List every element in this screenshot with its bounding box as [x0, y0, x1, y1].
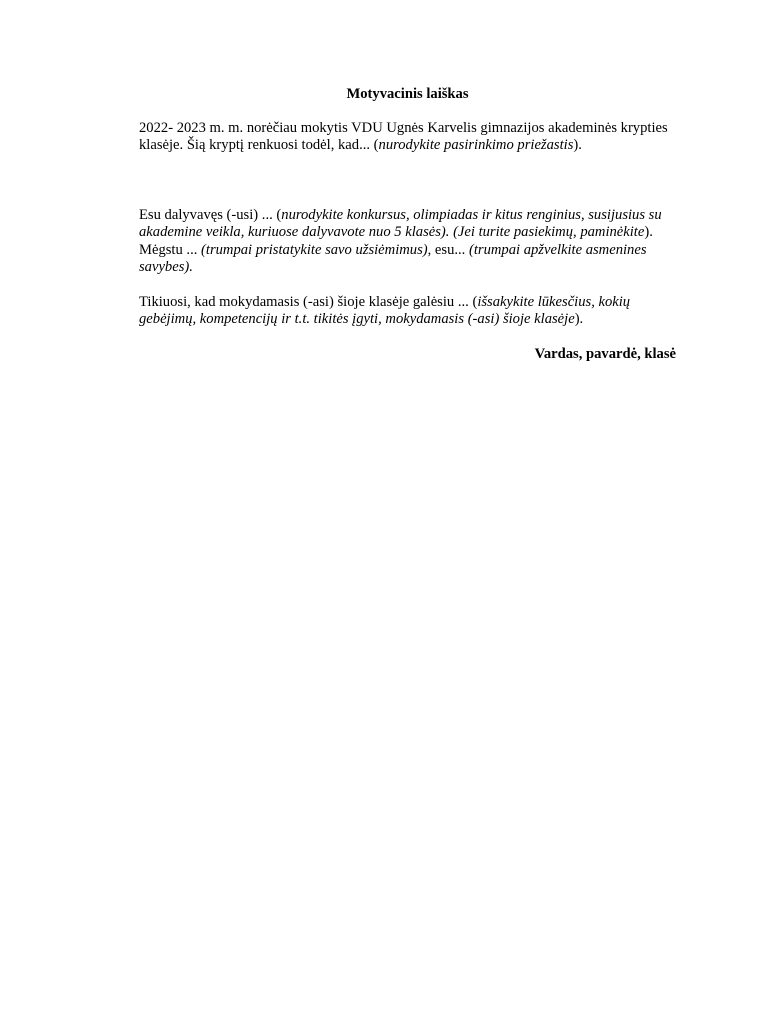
paragraph-intention-text: 2022- 2023 m. m. norėčiau mokytis VDU Ugnės Karvelis gimnazijos akademinės krypties klasėje. Šią kryptį renkuosi todėl, kad... (	[139, 119, 668, 153]
paragraph-expectations	[139, 294, 676, 329]
document-body	[139, 86, 676, 363]
paragraph-achievements-text-1: Esu dalyvavęs (-usi) ... (	[139, 206, 282, 223]
paragraph-achievements-text-3: , esu...	[427, 241, 469, 258]
paragraph-achievements-text-2: ). Mėgstu ...	[139, 224, 653, 258]
paragraph-achievements-hint-3: (trumpai apžvelkite asmenines savybes).	[139, 241, 647, 275]
paragraph-expectations-end: ).	[574, 311, 584, 327]
paragraph-expectations-hint: išsakykite lūkesčius, kokių gebėjimų, kompetencijų ir t.t. tikitės įgyti, mokydamasis (-asi) šioje klasėje	[139, 293, 631, 327]
paragraph-intention-end: ).	[573, 137, 582, 153]
paragraph-intention-hint: nurodykite pasirinkimo priežastis	[378, 137, 574, 153]
paragraph-expectations-text: Tikiuosi, kad mokydamasis (-asi) šioje klasėje galėsiu ... (	[139, 293, 478, 310]
signature-line: Vardas, pavardė, klasė	[534, 345, 676, 362]
document-title: Motyvacinis laiškas	[346, 86, 469, 102]
paragraph-intention	[139, 120, 676, 155]
paragraph-achievements	[139, 207, 676, 277]
paragraph-achievements-hint-2: (trumpai pristatykite savo užsiėmimus)	[201, 241, 428, 258]
paragraph-achievements-hint-1: nurodykite konkursus, olimpiadas ir kitus renginius, susijusius su akademine veikla, kuriuose dalyvavote nuo 5 klasės). (Jei turite pasiekimų, paminėkite	[139, 206, 662, 240]
